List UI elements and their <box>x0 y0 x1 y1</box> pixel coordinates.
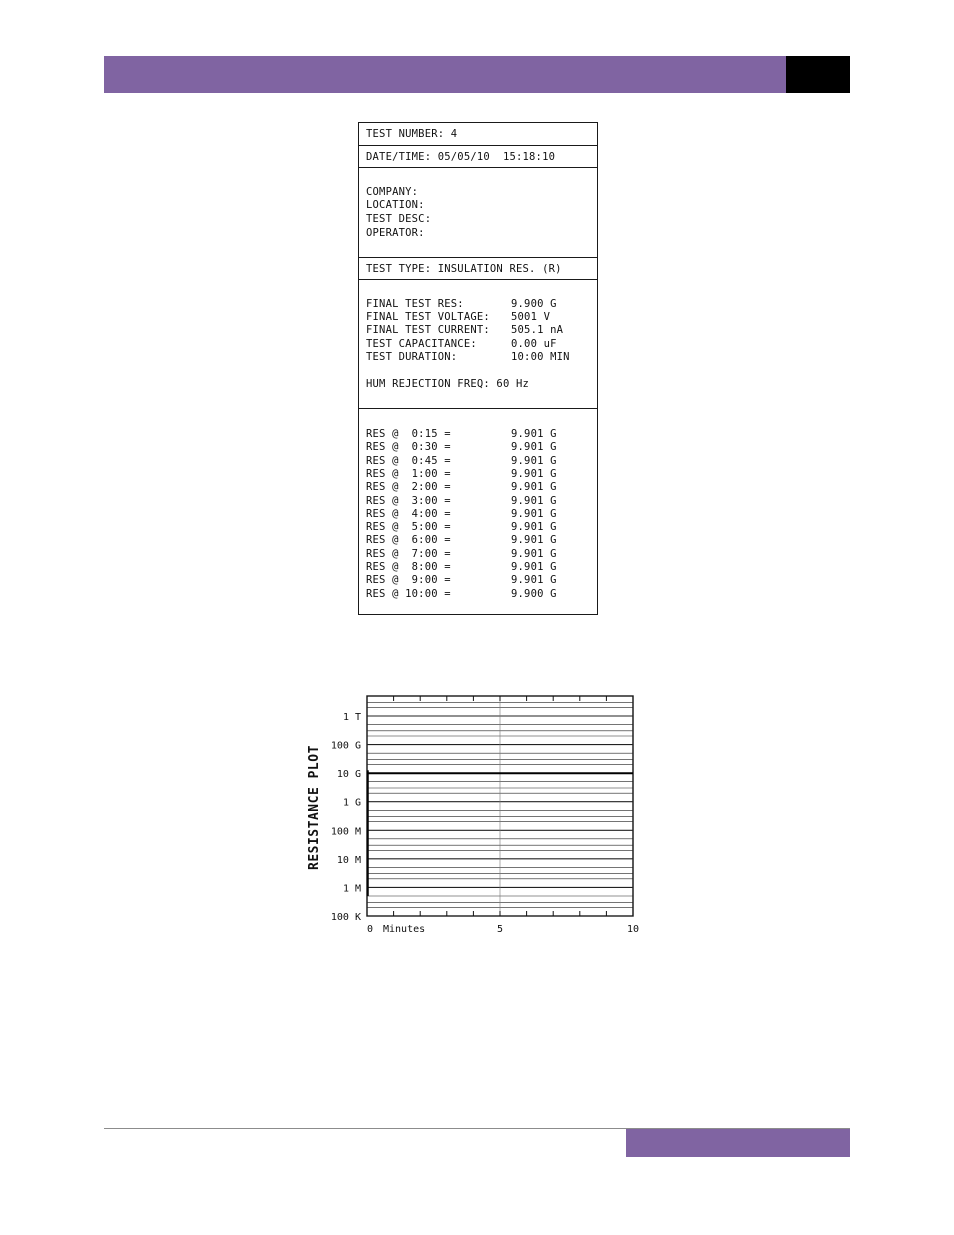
reading-value: 9.901 G <box>511 481 557 494</box>
reading-label: RES @ 4:00 = <box>366 507 451 520</box>
footer-bar <box>626 1129 850 1157</box>
result-label: FINAL TEST VOLTAGE: <box>366 311 490 323</box>
x-axis-label: Minutes <box>383 924 426 935</box>
test-printout <box>358 122 598 615</box>
resistance-plot <box>300 690 660 940</box>
plot-y-title: RESISTANCE PLOT <box>307 745 322 870</box>
y-tick-label: 1 G <box>342 797 361 809</box>
y-tick-label: 10 G <box>336 769 361 781</box>
header-bar <box>104 56 786 93</box>
result-label: FINAL TEST RES: <box>366 298 464 310</box>
datetime-section <box>359 146 597 168</box>
reading-label: RES @ 2:00 = <box>366 481 451 494</box>
reading-value: 9.901 G <box>511 428 557 440</box>
reading-label: RES @ 0:15 = <box>366 428 451 440</box>
test-desc-label: TEST DESC: <box>366 213 432 225</box>
reading-label: RES @ 8:00 = <box>366 561 451 573</box>
reading-value: 9.901 G <box>511 494 557 507</box>
test-number: TEST NUMBER: 4 <box>366 128 458 140</box>
reading-value: 9.901 G <box>511 521 557 534</box>
reading-value: 9.901 G <box>511 454 557 467</box>
reading-label: RES @ 1:00 = <box>366 467 451 480</box>
reading-label: RES @ 0:45 = <box>366 454 451 467</box>
reading-label: RES @ 0:30 = <box>366 441 451 454</box>
test-type-section <box>359 258 597 280</box>
result-label: FINAL TEST CURRENT: <box>366 324 490 336</box>
reading-value: 9.901 G <box>511 441 557 454</box>
hum-rejection: HUM REJECTION FREQ: 60 Hz <box>366 378 530 390</box>
datetime: DATE/TIME: 05/05/10 15:18:10 <box>366 151 556 163</box>
header-page-block <box>786 56 850 93</box>
reading-label: RES @ 7:00 = <box>366 547 451 560</box>
result-value: 10:00 MIN <box>511 351 570 363</box>
reading-label: RES @ 6:00 = <box>366 534 451 547</box>
y-tick-label: 100 M <box>330 826 361 838</box>
reading-value: 9.901 G <box>511 534 557 547</box>
company-label: COMPANY: <box>366 186 419 198</box>
reading-label: RES @ 10:00 = <box>366 587 451 600</box>
test-type: TEST TYPE: INSULATION RES. (R) <box>366 263 562 275</box>
x-tick-label: 5 <box>496 924 504 935</box>
reading-label: RES @ 3:00 = <box>366 494 451 507</box>
result-value: 0.00 uF <box>511 338 557 350</box>
result-value: 9.900 G <box>511 298 557 310</box>
reading-value: 9.901 G <box>511 561 557 573</box>
results-section <box>359 280 597 409</box>
y-tick-label: 100 K <box>330 912 361 923</box>
y-tick-label: 1 M <box>342 883 361 895</box>
y-tick-label: 10 M <box>336 854 361 866</box>
reading-value: 9.901 G <box>511 507 557 520</box>
x-tick-label: 0 <box>367 924 374 935</box>
reading-value: 9.900 G <box>511 587 557 600</box>
result-label: TEST DURATION: <box>366 351 458 363</box>
reading-value: 9.901 G <box>511 467 557 480</box>
operator-label: OPERATOR: <box>366 227 425 239</box>
info-section <box>359 168 597 258</box>
result-value: 5001 V <box>511 311 551 323</box>
result-value: 505.1 nA <box>511 324 564 336</box>
reading-value: 9.901 G <box>511 574 557 587</box>
test-number-section <box>359 123 597 146</box>
location-label: LOCATION: <box>366 199 425 211</box>
x-tick-label: 10 <box>626 924 640 935</box>
y-tick-label: 1 T <box>342 712 361 723</box>
y-tick-label: 100 G <box>330 740 361 752</box>
reading-label: RES @ 5:00 = <box>366 521 451 534</box>
reading-label: RES @ 9:00 = <box>366 574 451 587</box>
result-label: TEST CAPACITANCE: <box>366 338 477 350</box>
reading-value: 9.901 G <box>511 547 557 560</box>
resistance-plot-svg <box>300 690 660 940</box>
readings-section <box>359 409 597 614</box>
